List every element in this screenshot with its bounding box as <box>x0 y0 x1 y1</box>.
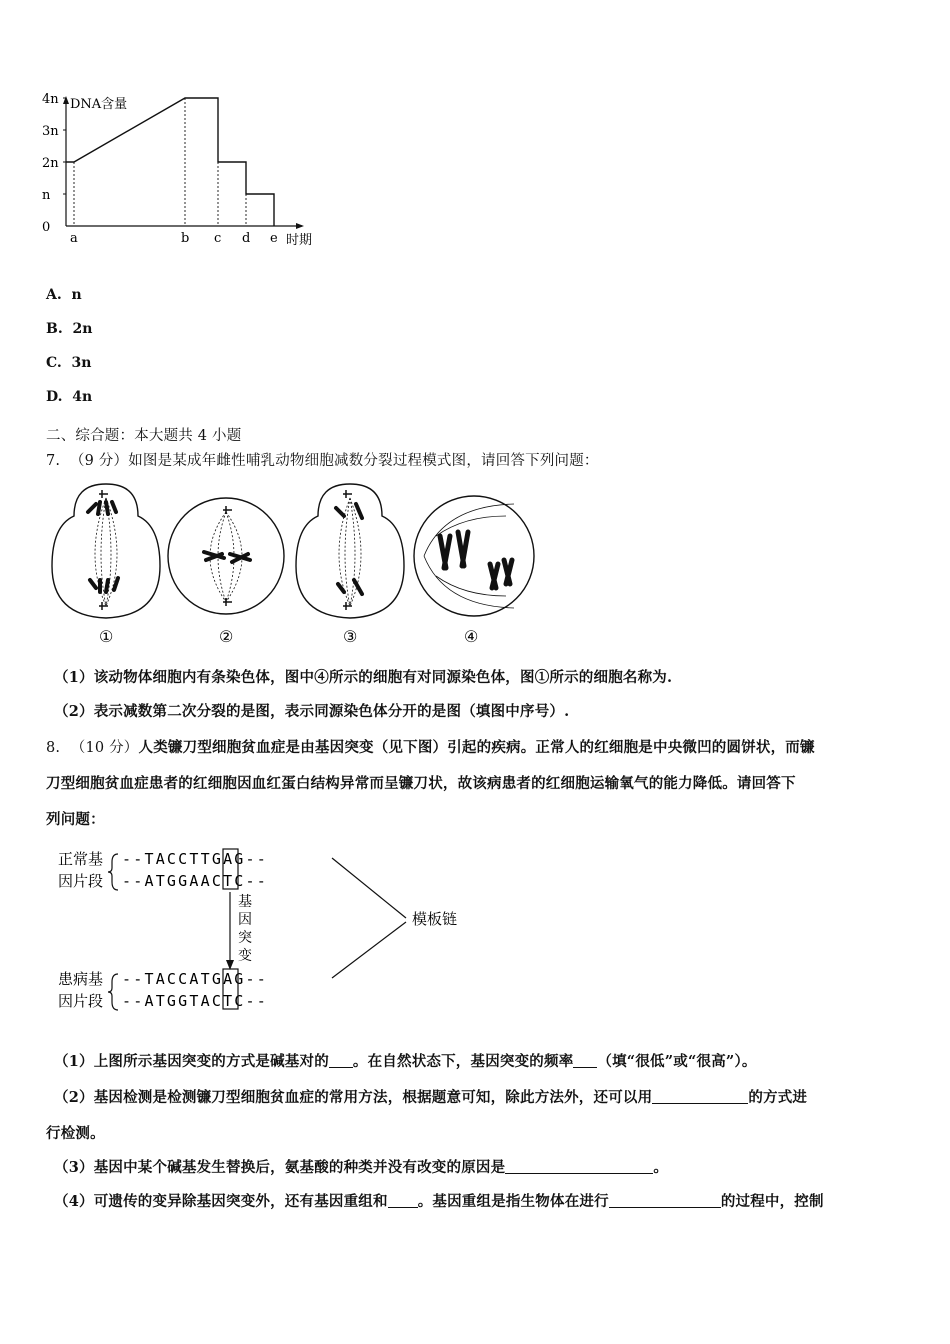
patient-label-1: 患病基 <box>58 970 104 988</box>
q8-sub2-b: 的方式进 <box>748 1089 808 1106</box>
template-label: 模板链 <box>412 910 458 928</box>
y-axis-label: DNA含量 <box>70 97 128 112</box>
q7-sub1-text: 该动物体细胞内有条染色体，图中④所示的细胞有对同源染色体，图①所示的细胞名称为. <box>93 669 673 686</box>
q8-sub1-num: （1） <box>54 1053 94 1070</box>
option-d-text: 4n <box>72 389 93 405</box>
meiosis-cells-figure <box>44 476 544 648</box>
chart-axes <box>63 96 304 229</box>
y-tick-label: 3n <box>42 124 59 139</box>
normal-strand-2: --ATGGAACTC-- <box>122 872 268 890</box>
q7-sub2-text: 表示减数第二次分裂的是图，表示同源染色体分开的是图（填图中序号）. <box>93 703 570 720</box>
q8-sub2-cont: 行检测。 <box>46 1125 105 1142</box>
option-a-text: n <box>71 287 82 303</box>
q8-sub2-num: （2） <box>54 1089 94 1106</box>
y-tick-label: 2n <box>42 156 59 171</box>
patient-strand-2: --ATGGTACTC-- <box>122 992 268 1010</box>
cell-1 <box>52 484 160 618</box>
q8-sub4-b: 。基因重组是指生物体在进行 <box>417 1193 609 1210</box>
normal-label-1: 正常基 <box>58 850 104 868</box>
arrow-label-1: 基 <box>238 894 252 910</box>
q8-stem-1: 人类镰刀型细胞贫血症是由基因突变（见下图）引起的疾病。正常人的红细胞是中央微凹的圆饼状，而镰 <box>138 739 815 756</box>
q8-sub4-a: 可遗传的变异除基因突变外，还有基因重组和 <box>93 1193 388 1210</box>
x-tick-label: c <box>214 231 222 246</box>
x-axis-arrow <box>296 223 304 229</box>
y-axis-arrow <box>63 96 69 104</box>
section-title: 二、综合题：本大题共 4 小题 <box>46 428 242 444</box>
gene-mutation-diagram <box>56 842 486 1017</box>
q8-sub1 <box>54 1050 757 1071</box>
q8-sub1-blank-2[interactable] <box>573 1053 597 1068</box>
q8-stem-line-2: 刀型细胞贫血症患者的红细胞因血红蛋白结构异常而呈镰刀状，故该病患者的红细胞运输氧气的能力降低。请回答下 <box>46 775 796 792</box>
q7-sub2-num: （2） <box>54 703 94 720</box>
patient-brace <box>108 974 118 1010</box>
q8-sub1-c: （填“很低”或“很高”）。 <box>597 1053 757 1070</box>
q8-stem-line-3: 列问题： <box>46 811 105 828</box>
patient-strand-1: --TACCATGAG-- <box>122 970 268 988</box>
q7-sub1 <box>54 666 672 687</box>
cell-label-3: ③ <box>343 627 358 646</box>
cell-3 <box>296 484 404 618</box>
q7-score: （9 分） <box>69 453 129 469</box>
option-c-label: C. <box>46 355 62 371</box>
option-d-label: D. <box>46 389 63 405</box>
cell-label-2: ② <box>219 627 234 646</box>
x-tick-label: a <box>70 231 78 246</box>
x-tick-label: e <box>270 231 278 246</box>
q7-stem-line <box>46 449 599 470</box>
y-tick-label: 4n <box>42 92 59 107</box>
normal-brace <box>108 854 118 890</box>
dna-content-chart <box>40 92 330 252</box>
y-tick-label: n <box>42 188 51 203</box>
q8-sub2-blank[interactable] <box>652 1089 748 1104</box>
cell-label-4: ④ <box>464 627 479 646</box>
option-a-label: A. <box>46 287 62 303</box>
q8-sub4-blank-2[interactable] <box>609 1193 721 1208</box>
q8-score: （10 分） <box>70 740 139 756</box>
cell-label-1: ① <box>99 627 114 646</box>
q8-sub4-num: （4） <box>54 1193 94 1210</box>
template-pointer-top <box>332 858 406 918</box>
q8-sub1-b: 。在自然状态下，基因突变的频率 <box>352 1053 574 1070</box>
x-tick-label: d <box>242 231 251 246</box>
cell-4 <box>414 496 534 616</box>
q7-sub2 <box>54 700 569 721</box>
q7-number: 7. <box>46 453 61 469</box>
x-tick-label: b <box>181 231 190 246</box>
arrow-label-4: 变 <box>238 948 252 964</box>
option-b-label: B. <box>46 321 63 337</box>
dna-content-line <box>66 98 274 226</box>
q8-sub4-blank-1[interactable] <box>388 1193 418 1208</box>
option-b <box>46 321 92 337</box>
normal-label-2: 因片段 <box>58 872 104 890</box>
y-tick-label: 0 <box>42 220 51 235</box>
option-b-text: 2n <box>72 321 93 337</box>
q8-number: 8. <box>46 740 61 756</box>
q8-sub2-a: 基因检测是检测镰刀型细胞贫血症的常用方法，根据题意可知，除此方法外，还可以用 <box>93 1089 653 1106</box>
q8-sub3-blank[interactable] <box>505 1159 653 1174</box>
option-d <box>46 389 92 405</box>
arrow-label-3: 突 <box>238 930 252 946</box>
template-pointer-bottom <box>332 922 406 978</box>
q8-sub2 <box>54 1086 807 1107</box>
cell-2 <box>168 498 284 614</box>
q8-sub3-b: 。 <box>653 1159 669 1176</box>
option-a <box>46 287 82 303</box>
x-axis-label: 时期 <box>286 233 313 248</box>
q8-sub4-c: 的过程中，控制 <box>720 1193 824 1210</box>
q7-stem: 如图是某成年雌性哺乳动物细胞减数分裂过程模式图，请回答下列问题： <box>128 453 599 469</box>
q8-sub1-blank-1[interactable] <box>329 1053 353 1068</box>
arrow-label-2: 因 <box>238 912 252 928</box>
q8-sub1-a: 上图所示基因突变的方式是碱基对的 <box>93 1053 329 1070</box>
patient-label-2: 因片段 <box>58 992 104 1010</box>
q8-sub3-num: （3） <box>54 1159 94 1176</box>
option-c-text: 3n <box>71 355 92 371</box>
q8-stem-line-1 <box>46 736 815 757</box>
q7-sub1-num: （1） <box>54 669 94 686</box>
q8-sub3-a: 基因中某个碱基发生替换后，氨基酸的种类并没有改变的原因是 <box>93 1159 506 1176</box>
q8-sub3 <box>54 1156 668 1177</box>
q8-sub4 <box>54 1190 824 1211</box>
normal-strand-1: --TACCTTGAG-- <box>122 850 268 868</box>
option-c <box>46 355 91 371</box>
